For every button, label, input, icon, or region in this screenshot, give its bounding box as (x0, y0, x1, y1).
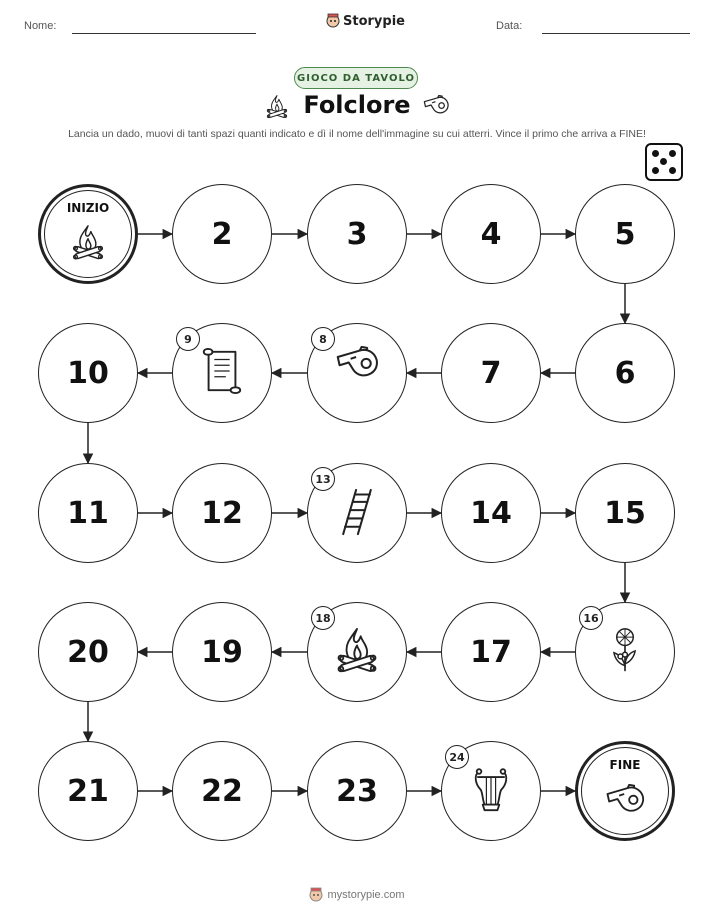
ladder-icon (334, 486, 380, 542)
board-space-25 (575, 741, 675, 841)
instructions: Lancia un dado, muovi di tanti spazi quanti indicato e dì il nome dell'immagine su cui atterri. Vince il primo che arriva a FINE! (68, 128, 646, 140)
board-space-21 (38, 741, 138, 841)
space-number: 19 (201, 634, 243, 670)
brand-name: Storypie (343, 13, 405, 29)
board-space-12 (172, 463, 272, 563)
campfire-icon (334, 625, 380, 681)
board-space-17 (441, 602, 541, 702)
dandelion-icon (602, 625, 648, 679)
name-label: Nome: (24, 20, 57, 32)
space-number: 11 (67, 495, 109, 531)
board-space-15 (575, 463, 675, 563)
board-space-8 (307, 323, 407, 423)
space-number: 6 (614, 355, 636, 391)
board-space-24 (441, 741, 541, 841)
board-space-3 (307, 184, 407, 284)
board-space-7 (441, 323, 541, 423)
whistle-icon (604, 784, 646, 818)
board-space-10 (38, 323, 138, 423)
board-space-1 (38, 184, 138, 284)
space-number: 22 (201, 773, 243, 809)
space-number-badge: 24 (445, 745, 469, 769)
category-badge: GIOCO DA TAVOLO (294, 67, 418, 89)
space-number: 5 (614, 216, 636, 252)
space-number-badge: 8 (311, 327, 335, 351)
space-number: 15 (604, 495, 646, 531)
board-space-9 (172, 323, 272, 423)
board-space-2 (172, 184, 272, 284)
board-space-23 (307, 741, 407, 841)
space-number: 3 (346, 216, 368, 252)
lyre-icon (468, 764, 514, 818)
space-number-badge: 13 (311, 467, 335, 491)
space-number: 4 (480, 216, 502, 252)
storypie-mascot-icon (309, 887, 323, 903)
scroll-icon (199, 346, 245, 400)
footer (0, 887, 714, 903)
space-number: 10 (67, 355, 109, 391)
board-space-6 (575, 323, 675, 423)
space-number: 12 (201, 495, 243, 531)
space-number: 14 (470, 495, 512, 531)
space-number: 21 (67, 773, 109, 809)
space-number-badge: 18 (311, 606, 335, 630)
board-space-13 (307, 463, 407, 563)
board-space-11 (38, 463, 138, 563)
board-space-22 (172, 741, 272, 841)
board-space-20 (38, 602, 138, 702)
board-space-19 (172, 602, 272, 702)
space-number: 23 (336, 773, 378, 809)
space-number: 20 (67, 634, 109, 670)
board-space-18 (307, 602, 407, 702)
whistle-icon (334, 346, 380, 383)
finish-label: FINE (609, 758, 641, 772)
board-space-5 (575, 184, 675, 284)
footer-url[interactable]: mystorypie.com (327, 889, 405, 901)
board-space-16 (575, 602, 675, 702)
space-number-badge: 9 (176, 327, 200, 351)
start-label: INIZIO (66, 201, 110, 215)
space-number: 17 (470, 634, 512, 670)
board-space-4 (441, 184, 541, 284)
space-number: 2 (211, 216, 233, 252)
space-number-badge: 16 (579, 606, 603, 630)
board-space-14 (441, 463, 541, 563)
campfire-icon (70, 223, 106, 267)
date-label: Data: (496, 20, 523, 32)
page-title: Folclore (303, 91, 411, 119)
space-number: 7 (480, 355, 502, 391)
